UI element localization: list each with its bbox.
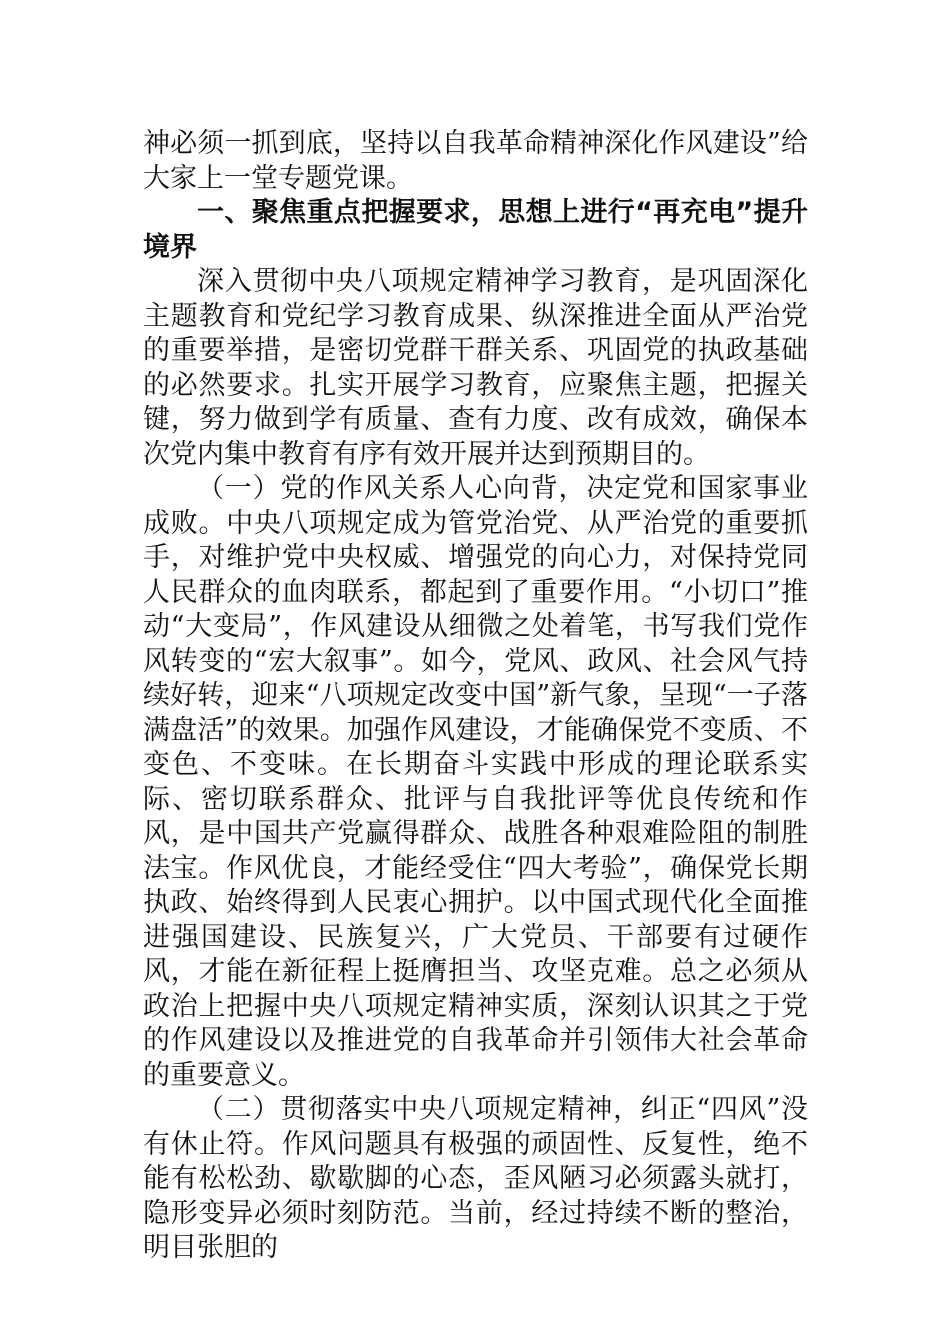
paragraph-point-one: （一）党的作风关系人心向背，决定党和国家事业成败。中央八项规定成为管党治党、从严治党的重要抓手，对维护党中央权威、增强党的向心力，对保持党同人民群众的血肉联系，都起到了重要作用。“小切口”推动“大变局”，作风建设从细微之处着笔，书写我们党作风转变的“宏大叙事”。如今，党风、政风、社会风气持续好转，迎来“八项规定改变中国”新气象，呈现“一子落满盘活”的效果。加强作风建设，才能确保党不变质、不变色、不变味。在长期奋斗实践中形成的理论联系实际、密切联系群众、批评与自我批评等优良传统和作风，是中国共产党赢得群众、战胜各种艰难险阻的制胜法宝。作风优良，才能经受住“四大考验”，确保党长期执政、始终得到人民衷心拥护。以中国式现代化全面推进强国建设、民族复兴，广大党员、干部要有过硬作风，才能在新征程上挺膺担当、攻坚克难。总之必须从政治上把握中央八项规定精神实质，深刻认识其之于党的作风建设以及推进党的自我革命并引领伟大社会革命的重要意义。 <box>143 473 808 1091</box>
paragraph-intro: 深入贯彻中央八项规定精神学习教育，是巩固深化主题教育和党纪学习教育成果、纵深推进全面从严治党的重要举措，是密切党群干群关系、巩固党的执政基础的必然要求。扎实开展学习教育，应聚焦主题，把握关键，努力做到学有质量、查有力度、改有成效，确保本次党内集中教育有序有效开展并达到预期目的。 <box>143 266 808 470</box>
paragraph-continuation: 神必须一抓到底，坚持以自我革命精神深化作风建设”给大家上一堂专题党课。 <box>143 128 808 194</box>
paragraph-point-two: （二）贯彻落实中央八项规定精神，纠正“四风”没有休止符。作风问题具有极强的顽固性、反复性，绝不能有松松劲、歇歇脚的心态，歪风陋习必须露头就打，隐形变异必须时刻防范。当前，经过持续不断的整治，明目张胆的 <box>143 1094 808 1263</box>
section-heading: 一、聚焦重点把握要求，思想上进行“再充电”提升境界 <box>143 197 808 263</box>
document-body <box>143 127 808 1266</box>
